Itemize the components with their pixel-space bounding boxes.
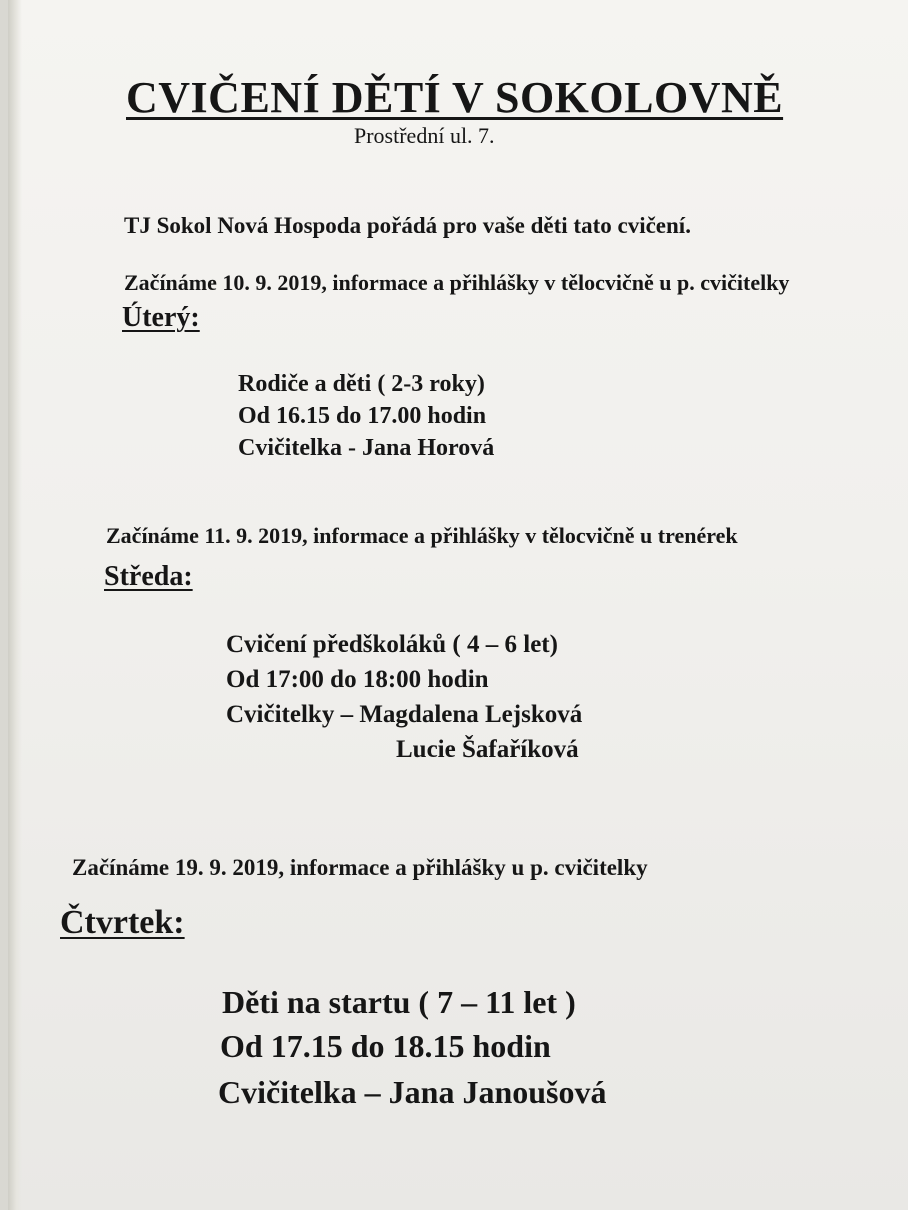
thursday-line-time: Od 17.15 do 18.15 hodin [220,1028,551,1064]
thursday-line-group: Děti na startu ( 7 – 11 let ) [222,984,576,1020]
section-start-wednesday: Začínáme 11. 9. 2019, informace a přihlášky v tělocvičně u trenérek [106,523,738,548]
wednesday-line-instructor-2: Lucie Šafaříková [396,736,579,763]
section-start-thursday: Začínáme 19. 9. 2019, informace a přihlášky u p. cvičitelky [72,855,648,880]
address: Prostřední ul. 7. [354,123,495,148]
page-title: CVIČENÍ DĚTÍ V SOKOLOVNĚ [126,73,784,122]
tuesday-line-time: Od 16.15 do 17.00 hodin [238,403,487,429]
tuesday-line-group: Rodiče a děti ( 2-3 roky) [238,371,485,397]
wednesday-line-instructor: Cvičitelky – Magdalena Lejsková [226,701,583,728]
section-day-tuesday: Úterý: [122,302,200,333]
paper-sheet [8,0,908,1210]
wednesday-line-time: Od 17:00 do 18:00 hodin [226,666,489,693]
section-start-tuesday: Začínáme 10. 9. 2019, informace a přihlášky v tělocvičně u p. cvičitelky [124,270,790,295]
section-day-thursday: Čtvrtek: [60,904,185,941]
wednesday-line-group: Cvičení předškoláků ( 4 – 6 let) [226,631,558,658]
section-day-wednesday: Středa: [104,561,193,592]
thursday-line-instructor: Cvičitelka – Jana Janoušová [218,1074,607,1110]
intro-text: TJ Sokol Nová Hospoda pořádá pro vaše děti tato cvičení. [124,213,691,238]
paper-edge-shadow [8,0,22,1210]
tuesday-line-instructor: Cvičitelka - Jana Horová [238,435,495,461]
